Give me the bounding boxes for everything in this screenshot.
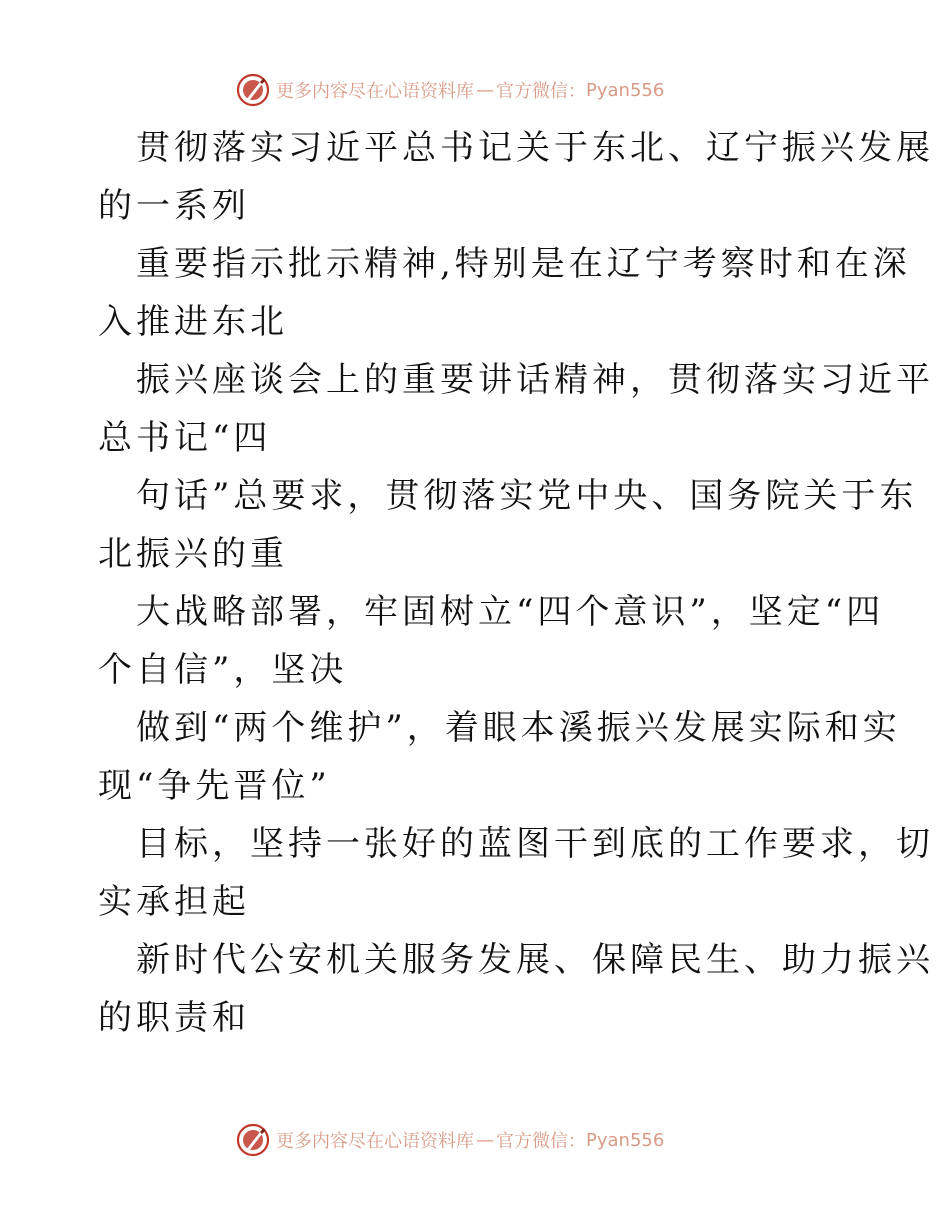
header-watermark bbox=[236, 72, 664, 108]
watermark-separator: — bbox=[476, 1129, 494, 1151]
quill-badge-icon bbox=[236, 1123, 270, 1157]
body-line: 重要指示批示精神,特别是在辽宁考察时和在深 bbox=[136, 244, 911, 284]
body-line: 做到“两个维护”，着眼本溪振兴发展实际和实 bbox=[136, 708, 901, 748]
body-line: 北振兴的重 bbox=[98, 534, 288, 574]
body-line: 新时代公安机关服务发展、保障民生、助力振兴 bbox=[136, 940, 934, 980]
footer-watermark bbox=[236, 1122, 664, 1158]
watermark-text: 更多内容尽在心语资料库 bbox=[276, 81, 474, 102]
body-line: 的一系列 bbox=[98, 186, 250, 226]
body-line: 总书记“四 bbox=[98, 418, 272, 458]
watermark-contact-id: Pyan556 bbox=[586, 79, 665, 101]
watermark-contact-label: 官方微信： bbox=[496, 81, 586, 102]
body-line: 目标，坚持一张好的蓝图干到底的工作要求，切 bbox=[136, 824, 934, 864]
watermark-text: 更多内容尽在心语资料库 bbox=[276, 1131, 474, 1152]
body-line: 个自信”，坚决 bbox=[98, 650, 348, 690]
body-line: 现“争先晋位” bbox=[98, 766, 331, 806]
body-line: 的职责和 bbox=[98, 998, 250, 1038]
watermark-separator: — bbox=[476, 79, 494, 101]
body-line: 句话”总要求，贯彻落实党中央、国务院关于东 bbox=[136, 476, 918, 516]
body-line: 大战略部署，牢固树立“四个意识”，坚定“四 bbox=[136, 592, 885, 632]
body-line: 贯彻落实习近平总书记关于东北、辽宁振兴发展 bbox=[136, 128, 934, 168]
quill-badge-icon bbox=[236, 73, 270, 107]
watermark-contact-label: 官方微信： bbox=[496, 1131, 586, 1152]
body-line: 实承担起 bbox=[98, 882, 250, 922]
watermark-contact-id: Pyan556 bbox=[586, 1129, 665, 1151]
body-line: 振兴座谈会上的重要讲话精神，贯彻落实习近平 bbox=[136, 360, 934, 400]
body-line: 入推进东北 bbox=[98, 302, 288, 342]
